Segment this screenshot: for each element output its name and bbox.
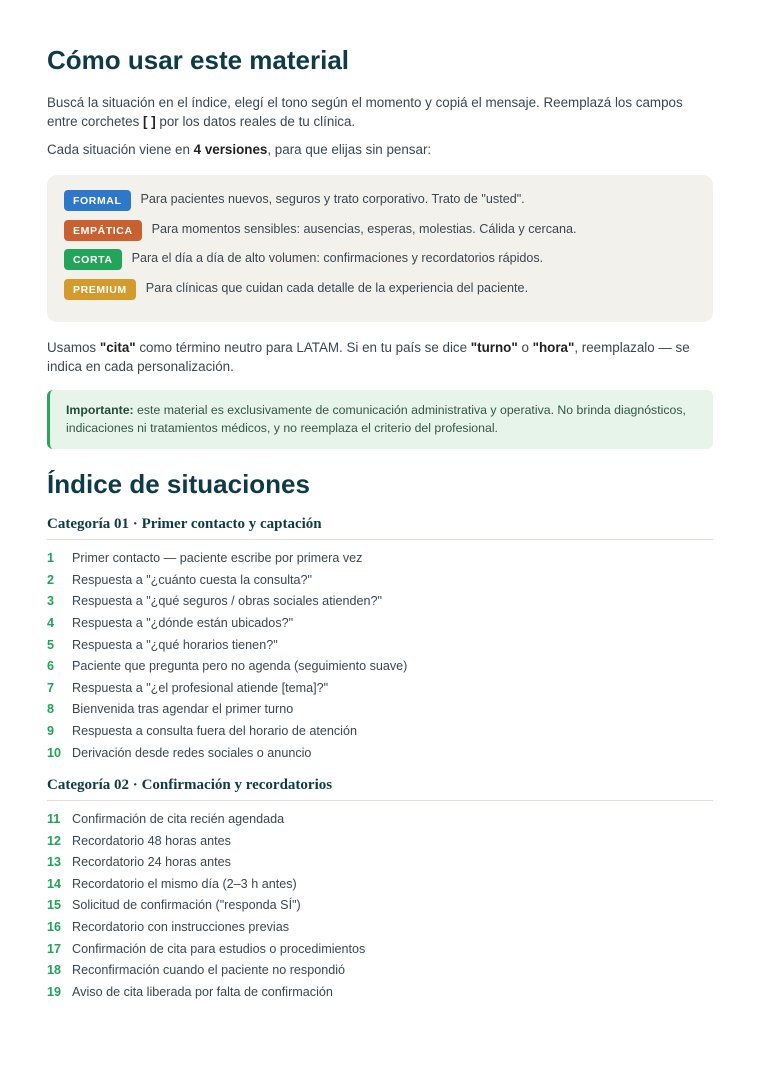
usage-text: Usamos (47, 340, 100, 356)
intro-text-end: por los datos reales de tu clínica. (155, 114, 356, 130)
item-text: Recordatorio con instrucciones previas (72, 920, 289, 935)
item-text: Derivación desde redes sociales o anuncio (72, 745, 312, 760)
usage-text: , reemplazalo — se indica en cada personalización. (47, 340, 690, 375)
list-item (47, 895, 713, 917)
tone-badge-premium: PREMIUM (64, 279, 136, 300)
list-item (47, 591, 713, 613)
list-item (47, 981, 713, 1003)
item-text: Respuesta a "¿dónde están ubicados?" (72, 615, 294, 630)
usage-text: como término neutro para LATAM. Si en tu país se dice (135, 340, 471, 356)
item-number: 4 (47, 615, 55, 630)
situation-list (47, 547, 713, 763)
item-number: 16 (47, 920, 62, 935)
item-text: Paciente que pregunta pero no agenda (seguimiento suave) (72, 659, 408, 674)
term-turno: "turno" (470, 340, 518, 356)
brackets-text: [ ] (143, 114, 156, 130)
item-text: Respuesta a "¿qué horarios tienen?" (72, 637, 278, 652)
item-number: 13 (47, 855, 62, 870)
tone-description: Para momentos sensibles: ausencias, esperas, molestias. Cálida y cercana. (151, 221, 577, 236)
category-heading: Categoría 02 · Confirmación y recordatorios (47, 777, 713, 801)
item-text: Respuesta a "¿el profesional atiende [tema]?" (72, 680, 329, 695)
item-number: 8 (47, 702, 55, 717)
term-hora: "hora" (532, 340, 575, 356)
item-number: 12 (47, 833, 62, 848)
tone-description: Para pacientes nuevos, seguros y trato corporativo. Trato de "usted". (140, 192, 525, 207)
intro-text: Buscá la situación en el índice, elegí el tono según el momento y copiá el mensaje. Reemplazá los campos entre corchetes (47, 95, 683, 130)
list-item (47, 677, 713, 699)
intro-paragraph (47, 93, 713, 131)
item-text: Respuesta a consulta fuera del horario de atención (72, 723, 357, 738)
versions-text-end: , para que elijas sin pensar: (267, 142, 432, 158)
list-item (47, 959, 713, 981)
tone-row-formal (64, 190, 696, 220)
terminology-paragraph (47, 338, 713, 376)
list-item (47, 808, 713, 830)
list-item (47, 720, 713, 742)
item-number: 11 (47, 812, 61, 827)
list-item (47, 612, 713, 634)
item-text: Respuesta a "¿qué seguros / obras sociales atienden?" (72, 594, 382, 609)
tone-badge-empatica: EMPÁTICA (64, 220, 142, 241)
item-number: 15 (47, 898, 62, 913)
list-item (47, 852, 713, 874)
list-item (47, 547, 713, 569)
tone-description: Para clínicas que cuidan cada detalle de la experiencia del paciente. (145, 280, 529, 295)
versions-count: 4 versiones (193, 142, 268, 158)
item-text: Recordatorio 24 horas antes (72, 855, 231, 870)
versions-paragraph (47, 140, 713, 159)
item-text: Confirmación de cita para estudios o procedimientos (72, 941, 366, 956)
important-note (47, 390, 713, 449)
item-text: Respuesta a "¿cuánto cuesta la consulta?" (72, 572, 312, 587)
item-number: 9 (47, 723, 55, 738)
list-item (47, 699, 713, 721)
item-number: 1 (47, 551, 55, 566)
list-item (47, 569, 713, 591)
page-title: Cómo usar este material (47, 45, 350, 75)
list-item (47, 916, 713, 938)
tone-description: Para el día a día de alto volumen: confirmaciones y recordatorios rápidos. (131, 251, 544, 266)
list-item (47, 830, 713, 852)
versions-text: Cada situación viene en (47, 142, 194, 158)
item-number: 14 (47, 876, 62, 891)
item-text: Recordatorio 48 horas antes (72, 833, 231, 848)
item-number: 10 (47, 745, 62, 760)
term-cita: "cita" (99, 340, 136, 356)
index-title: Índice de situaciones (47, 469, 310, 500)
category-heading: Categoría 01 · Primer contacto y captación (47, 516, 713, 540)
list-item (47, 873, 713, 895)
item-number: 3 (47, 594, 55, 609)
note-label: Importante: (66, 403, 134, 418)
list-item (47, 742, 713, 764)
item-number: 5 (47, 637, 55, 652)
item-number: 7 (47, 680, 55, 695)
usage-text: o (517, 340, 533, 356)
item-text: Aviso de cita liberada por falta de confirmación (72, 984, 333, 999)
tone-badge-formal: FORMAL (64, 190, 131, 211)
item-text: Reconfirmación cuando el paciente no respondió (72, 963, 346, 978)
item-text: Primer contacto — paciente escribe por primera vez (72, 551, 363, 566)
item-number: 2 (47, 572, 55, 587)
note-text: este material es exclusivamente de comunicación administrativa y operativa. No brinda diagnósticos, indicaciones ni tratamientos médicos, y no reemplaza el criterio del profesional. (66, 403, 686, 435)
tones-box (47, 175, 713, 322)
tone-row-premium (64, 279, 696, 309)
item-text: Confirmación de cita recién agendada (72, 812, 285, 827)
list-item (47, 938, 713, 960)
tone-row-corta (64, 249, 696, 279)
situation-list (47, 808, 713, 1002)
item-text: Solicitud de confirmación ("responda SÍ") (72, 898, 301, 913)
tone-badge-corta: CORTA (64, 249, 122, 270)
tone-row-empatica (64, 220, 696, 250)
item-number: 6 (47, 659, 55, 674)
item-number: 18 (47, 963, 62, 978)
item-number: 17 (47, 941, 62, 956)
item-text: Bienvenida tras agendar el primer turno (72, 702, 294, 717)
item-number: 19 (47, 984, 62, 999)
item-text: Recordatorio el mismo día (2–3 h antes) (72, 876, 297, 891)
list-item (47, 634, 713, 656)
list-item (47, 655, 713, 677)
